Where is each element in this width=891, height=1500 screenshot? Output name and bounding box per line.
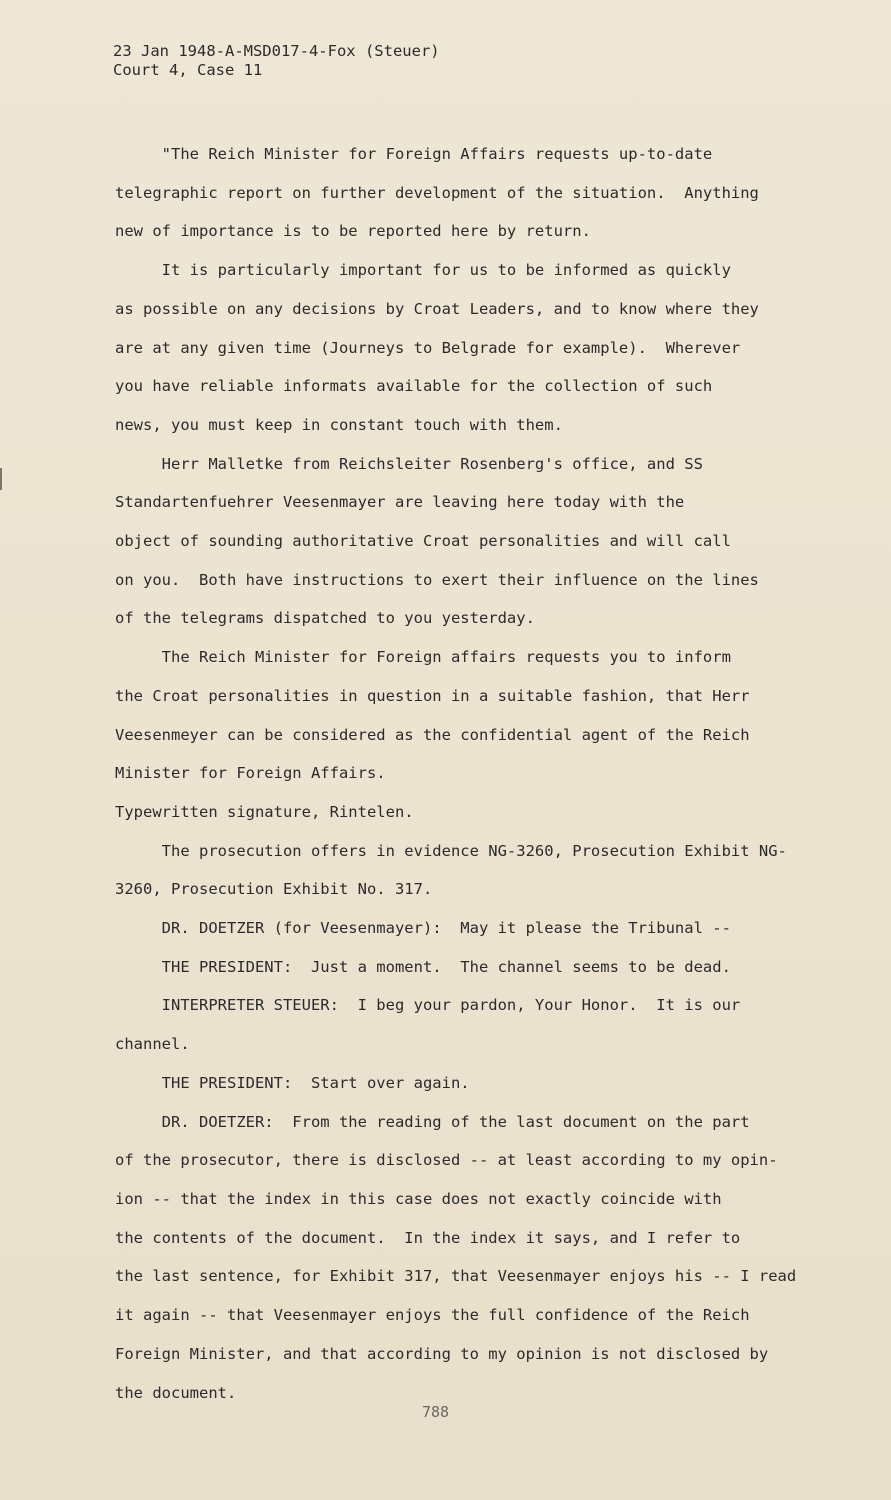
text-line: Minister for Foreign Affairs. (115, 764, 386, 783)
text-line: the last sentence, for Exhibit 317, that Veesenmayer enjoys his -- I read (115, 1267, 797, 1286)
text-line: the document. (115, 1383, 237, 1402)
text-line: INTERPRETER STEUER: I beg your pardon, Your Honor. It is our (115, 996, 741, 1015)
text-line: The Reich Minister for Foreign affairs requests you to inform (115, 648, 731, 667)
text-line: of the prosecutor, there is disclosed -- at least according to my opin- (115, 1151, 778, 1170)
text-line: THE PRESIDENT: Start over again. (115, 1073, 470, 1092)
text-line: as possible on any decisions by Croat Leaders, and to know where they (115, 299, 759, 318)
text-line: it again -- that Veesenmayer enjoys the full confidence of the Reich (115, 1306, 750, 1325)
text-line: telegraphic report on further development of the situation. Anything (115, 183, 759, 202)
text-line: the Croat personalities in question in a suitable fashion, that Herr (115, 686, 750, 705)
document-body (115, 135, 835, 1412)
text-line: DR. DOETZER: From the reading of the last document on the part (115, 1112, 750, 1131)
header-court-case: Court 4, Case 11 (113, 61, 263, 79)
text-line: "The Reich Minister for Foreign Affairs requests up-to-date (115, 145, 713, 163)
text-line: of the telegrams dispatched to you yesterday. (115, 609, 535, 628)
text-line: news, you must keep in constant touch with them. (115, 415, 563, 434)
text-line: are at any given time (Journeys to Belgrade for example). Wherever (115, 338, 741, 357)
text-line: on you. Both have instructions to exert their influence on the lines (115, 570, 759, 589)
text-line: Standartenfuehrer Veesenmayer are leaving here today with the (115, 493, 685, 512)
text-line: object of sounding authoritative Croat personalities and will call (115, 532, 731, 551)
text-line: you have reliable informats available for the collection of such (115, 377, 713, 396)
text-line: DR. DOETZER (for Veesenmayer): May it please the Tribunal -- (115, 919, 731, 938)
text-line: It is particularly important for us to be informed as quickly (115, 261, 731, 280)
text-line: ion -- that the index in this case does not exactly coincide with (115, 1189, 722, 1208)
header-transcript-id: 23 Jan 1948-A-MSD017-4-Fox (Steuer) (113, 42, 440, 60)
text-line: Foreign Minister, and that according to my opinion is not disclosed by (115, 1344, 769, 1363)
text-line: Herr Malletke from Reichsleiter Rosenberg's office, and SS (115, 454, 703, 473)
text-line: Veesenmeyer can be considered as the confidential agent of the Reich (115, 725, 750, 744)
page-number: 788 (422, 1403, 450, 1421)
text-line: 3260, Prosecution Exhibit No. 317. (115, 880, 433, 899)
text-line: Typewritten signature, Rintelen. (115, 802, 414, 821)
text-line: new of importance is to be reported here by return. (115, 222, 591, 241)
text-line: the contents of the document. In the index it says, and I refer to (115, 1228, 741, 1247)
text-line: THE PRESIDENT: Just a moment. The channel seems to be dead. (115, 957, 731, 976)
text-line: channel. (115, 1035, 190, 1054)
text-line: The prosecution offers in evidence NG-3260, Prosecution Exhibit NG- (115, 841, 787, 860)
document-header (113, 42, 440, 80)
edge-mark (0, 468, 2, 490)
